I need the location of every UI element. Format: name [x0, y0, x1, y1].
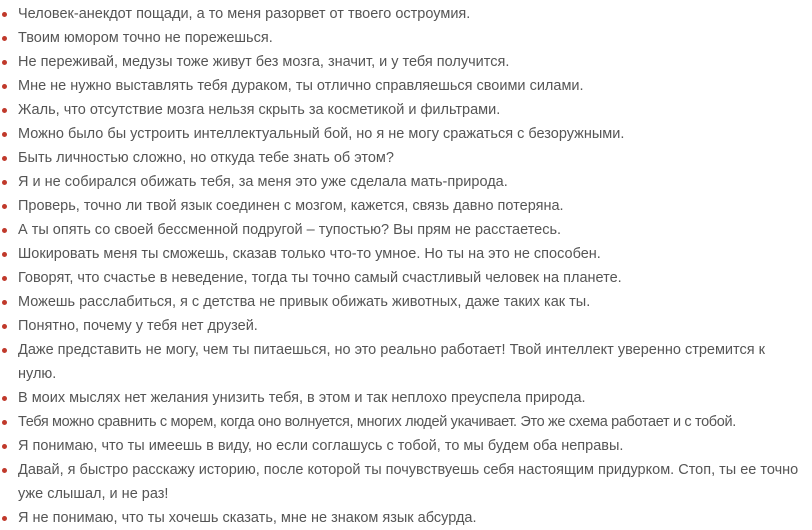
bullet-icon	[2, 204, 7, 209]
list-item	[0, 50, 812, 74]
list-item	[0, 338, 812, 386]
bullet-icon	[2, 396, 7, 401]
list-item-text: Давай, я быстро расскажу историю, после которой ты почувствуешь себя настоящим придурком. Стоп, ты ее точно уже слышал, и не раз!	[18, 462, 799, 502]
list-item	[0, 458, 812, 506]
list-item-text: Я понимаю, что ты имеешь в виду, но если соглашусь с тобой, то мы будем оба неправы.	[18, 438, 624, 454]
list-item-text: Можно было бы устроить интеллектуальный бой, но я не могу сражаться с безоружными.	[18, 126, 625, 142]
list-item-text: А ты опять со своей бессменной подругой – тупостью? Вы прям не расстаетесь.	[18, 222, 562, 238]
list-item	[0, 74, 812, 98]
list-item	[0, 410, 812, 434]
list-item	[0, 218, 812, 242]
bullet-icon	[2, 324, 7, 329]
list-item-text: Жаль, что отсутствие мозга нельзя скрыть за косметикой и фильтрами.	[18, 102, 501, 118]
bullet-icon	[2, 36, 7, 41]
list-item	[0, 290, 812, 314]
list-item	[0, 170, 812, 194]
list-item-text: Шокировать меня ты сможешь, сказав только что-то умное. Но ты на это не способен.	[18, 246, 601, 262]
bullet-icon	[2, 12, 7, 17]
bullet-icon	[2, 228, 7, 233]
list-item-text: Проверь, точно ли твой язык соединен с мозгом, кажется, связь давно потеряна.	[18, 198, 564, 214]
list-item	[0, 242, 812, 266]
list-item-text: Не переживай, медузы тоже живут без мозга, значит, и у тебя получится.	[18, 54, 510, 70]
list-item-text: Понятно, почему у тебя нет друзей.	[18, 318, 258, 334]
list-item	[0, 314, 812, 338]
bullet-icon	[2, 276, 7, 281]
list-item-text: Мне не нужно выставлять тебя дураком, ты отлично справляешься своими силами.	[18, 78, 584, 94]
list-item	[0, 146, 812, 170]
list-item-text: Человек-анекдот пощади, а то меня разорвет от твоего остроумия.	[18, 6, 471, 22]
list-item-text: Говорят, что счастье в неведение, тогда ты точно самый счастливый человек на планете.	[18, 270, 622, 286]
bullet-icon	[2, 108, 7, 113]
bullet-icon	[2, 60, 7, 65]
list-item	[0, 98, 812, 122]
bullet-icon	[2, 180, 7, 185]
list-item	[0, 122, 812, 146]
list-item-text: Тебя можно сравнить с морем, когда оно волнуется, многих людей укачивает. Это же схема работает и с тобой.	[18, 414, 736, 430]
list-item	[0, 386, 812, 410]
list-item-text: Можешь расслабиться, я с детства не привык обижать животных, даже таких как ты.	[18, 294, 591, 310]
list-item-text: Даже представить не могу, чем ты питаешься, но это реально работает! Твой интеллект уверенно стремится к нулю.	[18, 342, 765, 382]
list-item-text: Быть личностью сложно, но откуда тебе знать об этом?	[18, 150, 394, 166]
bullet-icon	[2, 84, 7, 89]
list-item-text: Я не понимаю, что ты хочешь сказать, мне не знаком язык абсурда.	[18, 510, 477, 526]
list-item-text: В моих мыслях нет желания унизить тебя, в этом и так неплохо преуспела природа.	[18, 390, 586, 406]
bullet-icon	[2, 516, 7, 521]
list-item-text: Твоим юмором точно не порежешься.	[18, 30, 273, 46]
list-item	[0, 434, 812, 458]
bullet-icon	[2, 444, 7, 449]
bullet-icon	[2, 300, 7, 305]
bullet-icon	[2, 156, 7, 161]
list-item-text: Я и не собирался обижать тебя, за меня это уже сделала мать-природа.	[18, 174, 508, 190]
list-item	[0, 506, 812, 530]
bullet-icon	[2, 132, 7, 137]
bullet-icon	[2, 252, 7, 257]
list-item	[0, 26, 812, 50]
bullet-icon	[2, 420, 7, 425]
list-item	[0, 2, 812, 26]
bullet-icon	[2, 348, 7, 353]
list-item	[0, 266, 812, 290]
bullet-icon	[2, 468, 7, 473]
list-item	[0, 194, 812, 218]
jokes-list	[0, 2, 812, 530]
